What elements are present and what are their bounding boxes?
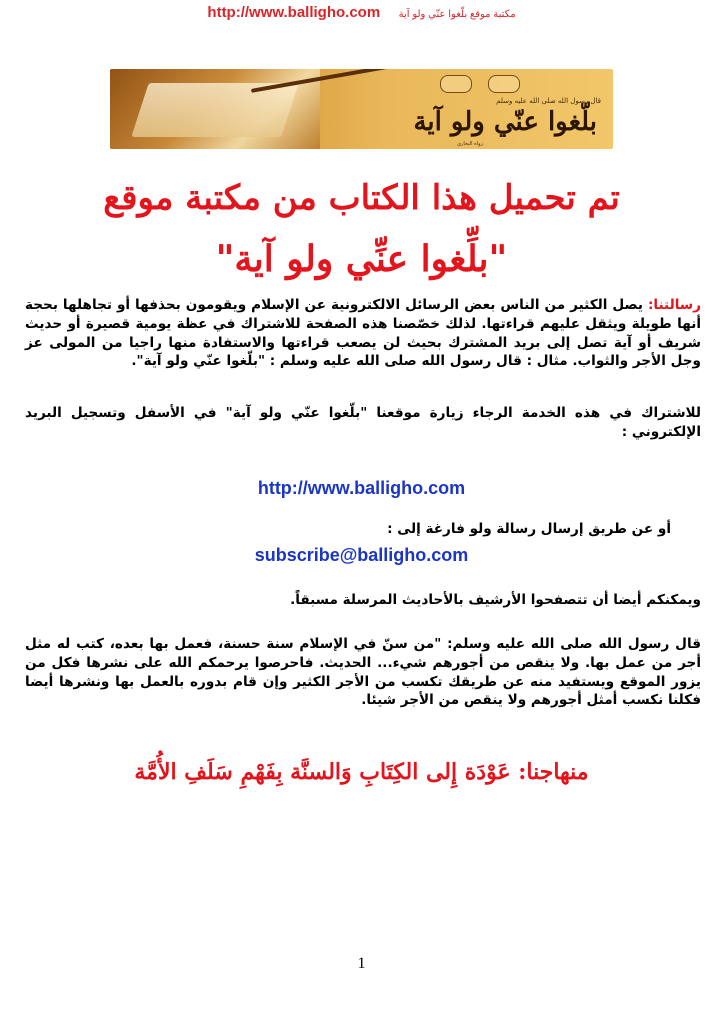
banner-caption: قال رسول الله صلى الله عليه وسلم bbox=[496, 97, 601, 105]
calligraphy-seal-icon bbox=[488, 75, 520, 93]
page-subtitle: "بلِّغوا عنِّي ولو آية" bbox=[215, 238, 508, 280]
page-number: 1 bbox=[357, 955, 366, 972]
banner-slogan: بلّغوا عنّي ولو آية bbox=[413, 107, 597, 137]
calligraphy-seal-icon bbox=[440, 75, 472, 93]
header-site-name: مكتبة موقع بلّغوا عنّي ولو آية bbox=[398, 9, 516, 20]
message-paragraph bbox=[25, 296, 701, 371]
email-instruction: أو عن طريق إرسال رسالة ولو فارغة إلى : bbox=[387, 521, 671, 537]
motto: منهاجنا: عَوْدَة إِلى الكِتَابِ وَالسنَّة بِفَهْمِ سَلَفِ الأُمَّة bbox=[134, 759, 589, 785]
book-page-graphic bbox=[131, 83, 299, 137]
page-header bbox=[0, 4, 723, 22]
archive-paragraph: ويمكنكم أيضا أن تتصفحوا الأرشيف بالأحاديث المرسلة مسبقاً. bbox=[290, 592, 701, 608]
page-title: تم تحميل هذا الكتاب من مكتبة موقع bbox=[103, 178, 620, 218]
subscribe-paragraph: للاشتراك في هذه الخدمة الرجاء زيارة موقعنا "بلّغوا عنّي ولو آية" في الأسفل وتسجيل البريد الإلكتروني : bbox=[25, 405, 701, 440]
hadith-paragraph: قال رسول الله صلى الله عليه وسلم: "من سنّ في الإسلام سنة حسنة، فعمل بها بعده، كتب له مثل أجر من عمل بها. ولا ينقص من أجورهم شيء... الحديث. فاحرصوا يرحمكم الله على نشرها فكل من يزور الموقع ويستفيد منه عن طريقك تكسب من الأجر الكثير وإن قام بدوره بالعمل بها ونشرها أيضا فكلنا نكسب أمثل أجورهم ولا ينقص من الأجر شيئا. bbox=[25, 636, 701, 709]
website-link[interactable]: http://www.balligho.com bbox=[257, 478, 466, 498]
message-text: يصل الكثير من الناس بعض الرسائل الالكترونية عن الإسلام ويقومون بحذفها أو تجاهلها بحجة أنها طويلة ويثقل عليهم قراءتها. لذلك خصّصنا هذه الصفحة للاشتراك في عظة يومية قصيرة أو حديث شريف أو آية تصل إلى بريد المشترك بحيث لن يصعب قراءتها والاستفادة منها راجيا من المولى عز وجل الأجر والثواب. مثال : قال رسول الله صلى الله عليه وسلم : "بلّغوا عنّي ولو آية". bbox=[25, 297, 701, 370]
header-url[interactable]: http://www.balligho.com bbox=[207, 4, 381, 21]
banner-image bbox=[110, 69, 613, 149]
banner-source: رواه البخاري bbox=[457, 141, 483, 147]
subscribe-email-link[interactable]: subscribe@balligho.com bbox=[254, 545, 469, 565]
message-label: رسالتنا: bbox=[647, 297, 701, 313]
